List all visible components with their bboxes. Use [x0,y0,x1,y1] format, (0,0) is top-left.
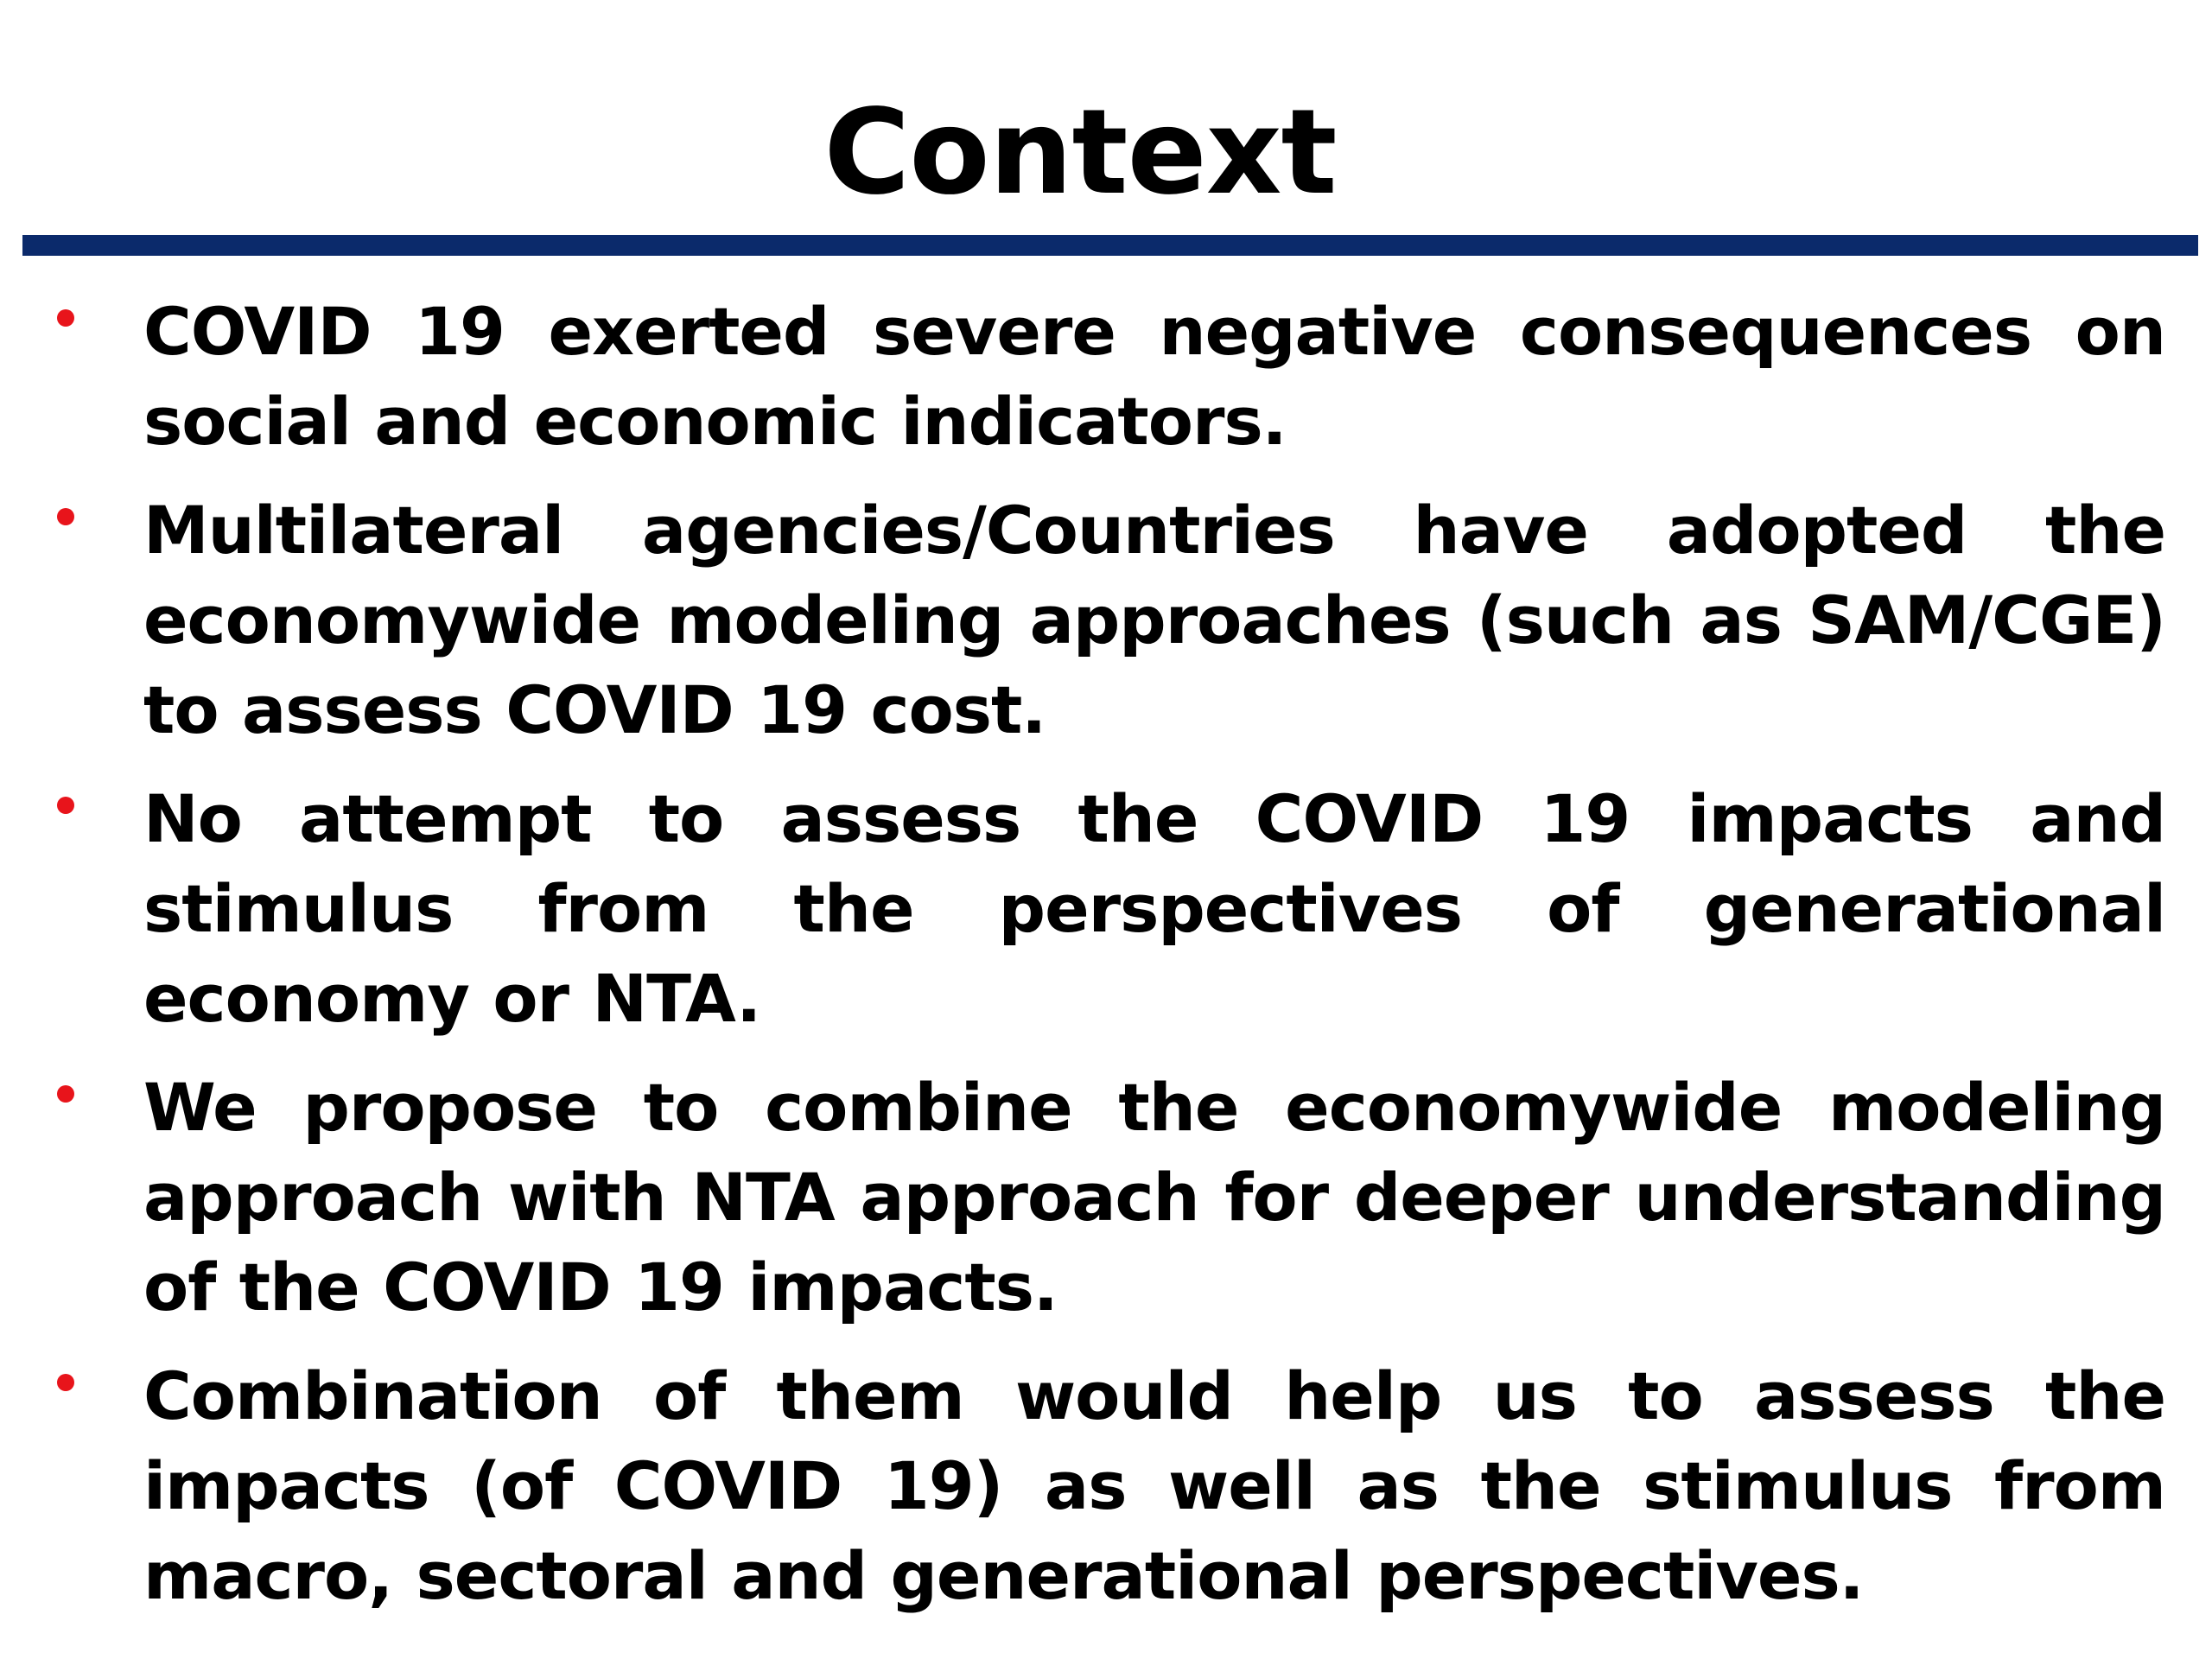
bullet-text: No attempt to assess the COVID 19 impacts and stimulus from the perspectives of generational economy or NTA. [143,780,2165,1037]
bullet-text: COVID 19 exerted severe negative consequences on social and economic indicators. [143,293,2165,460]
bullet-text: Multilateral agencies/Countries have adopted the economywide modeling approaches (such as SAM/CGE) to assess COVID 19 cost. [143,492,2165,748]
bullet-dot-icon [57,1085,74,1103]
bullet-dot-icon [57,508,74,525]
bullet-list [0,287,2212,1640]
bullet-dot-icon [57,1374,74,1391]
bullet-item [0,774,2212,1044]
slide-title: Context [823,85,1337,221]
bullet-item [0,1063,2212,1332]
bullet-item [0,287,2212,467]
bullet-item [0,1351,2212,1621]
bullet-dot-icon [57,309,74,327]
bullet-item [0,486,2212,755]
title-divider [22,235,2198,256]
bullet-dot-icon [57,797,74,814]
bullet-text: We propose to combine the economywide modeling approach with NTA approach for deeper understanding of the COVID 19 impacts. [143,1069,2165,1325]
bullet-text: Combination of them would help us to assess the impacts (of COVID 19) as well as the stimulus from macro, sectoral and generational perspectives. [143,1357,2165,1614]
